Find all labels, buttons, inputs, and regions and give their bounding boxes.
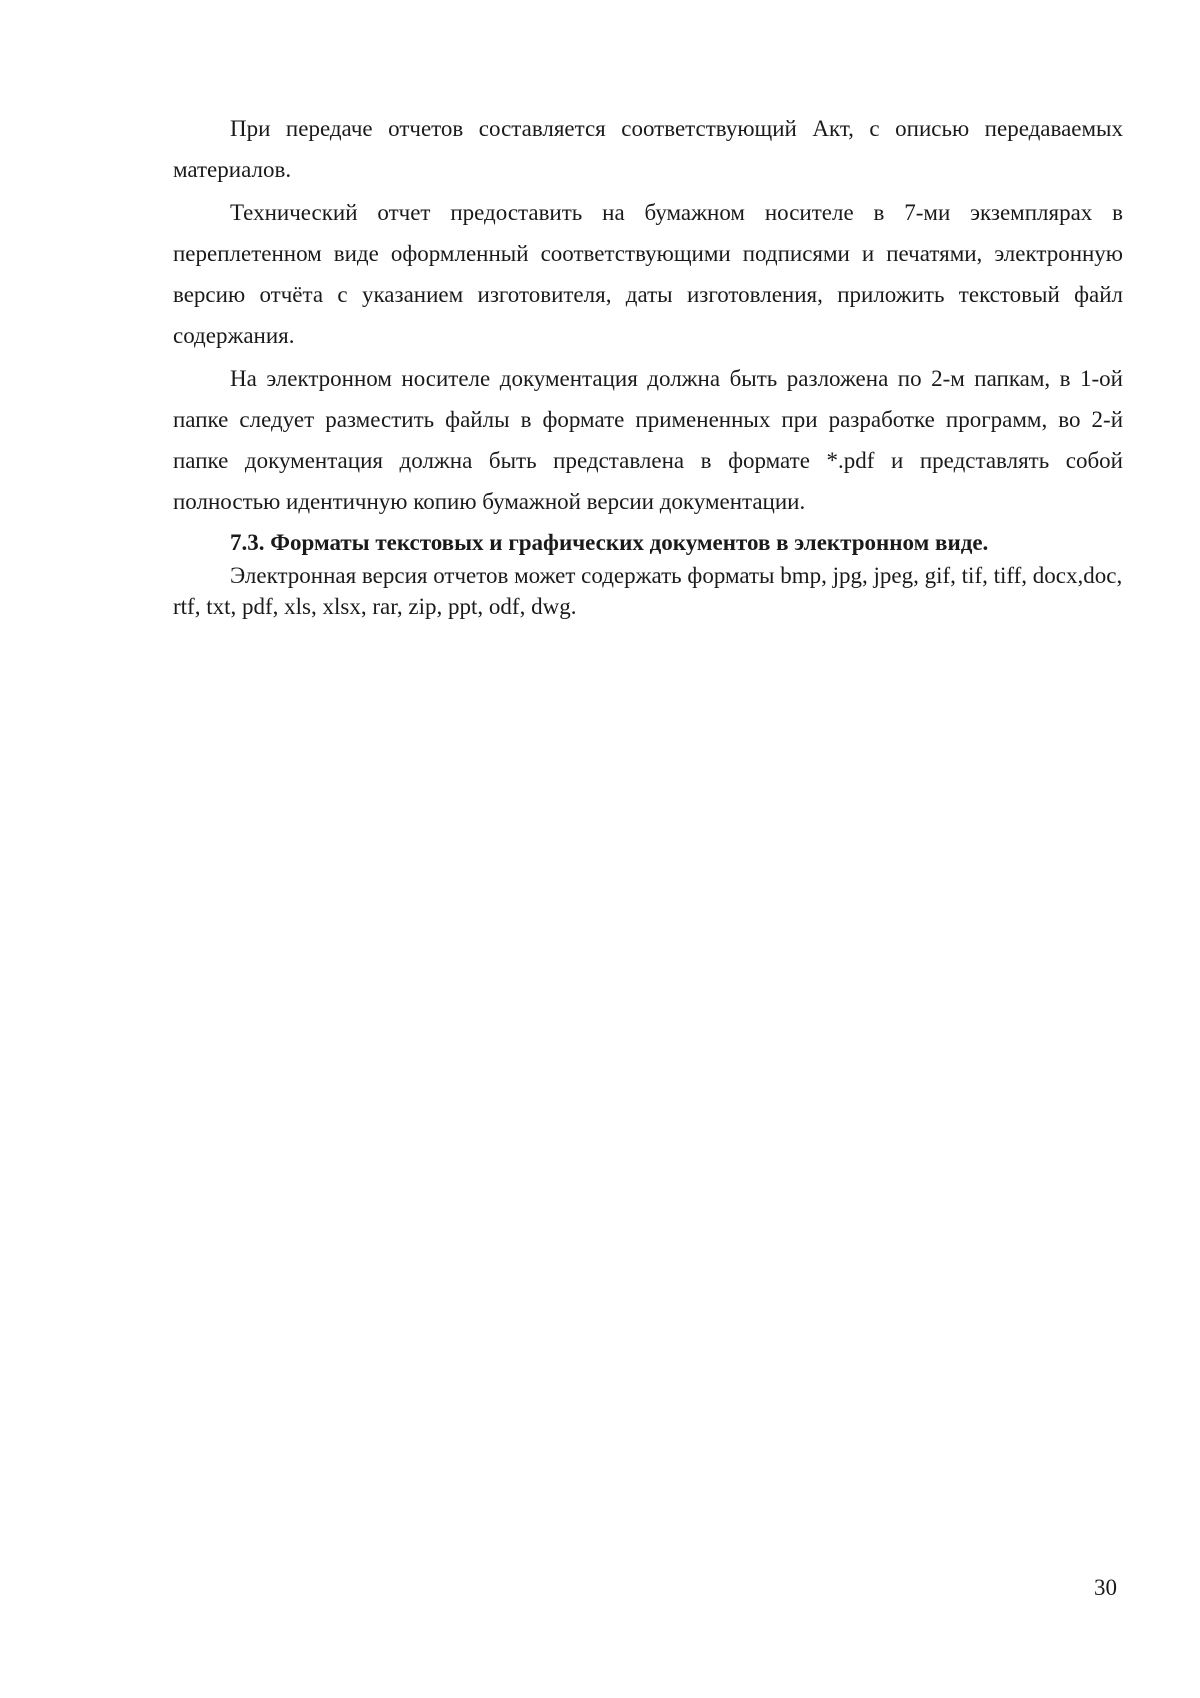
page-number: 30 — [1094, 1575, 1117, 1600]
paragraph-technical-report: Технический отчет предоставить на бумажном носителе в 7-ми экземплярах в переплетенном виде оформленный соответствующими подписями и печатями, электронную версию отчёта с указанием изготовителя, даты изготовления, приложить текстовый файл содержания. — [173, 200, 1123, 348]
paragraph-electronic-media: На электронном носителе документация должна быть разложена по 2-м папкам, в 1-ой папке следует разместить файлы в формате примененных при разработке программ, во 2-й папке документация должна быть представлена в формате *.pdf и представлять собой полностью идентичную копию бумажной версии документации. — [173, 366, 1123, 514]
paragraph-file-formats: Электронная версия отчетов может содержать форматы bmp, jpg, jpeg, gif, tif, tiff, docx,doc, rtf, txt, pdf, xls, xlsx, rar, zip, ppt, odf, dwg. — [173, 563, 1123, 619]
page-content — [173, 108, 1123, 622]
section-heading: 7.3. Форматы текстовых и графических документов в электронном виде. — [230, 530, 989, 555]
paragraph-reports-transfer: При передаче отчетов составляется соответствующий Акт, с описью передаваемых материалов. — [173, 116, 1123, 182]
